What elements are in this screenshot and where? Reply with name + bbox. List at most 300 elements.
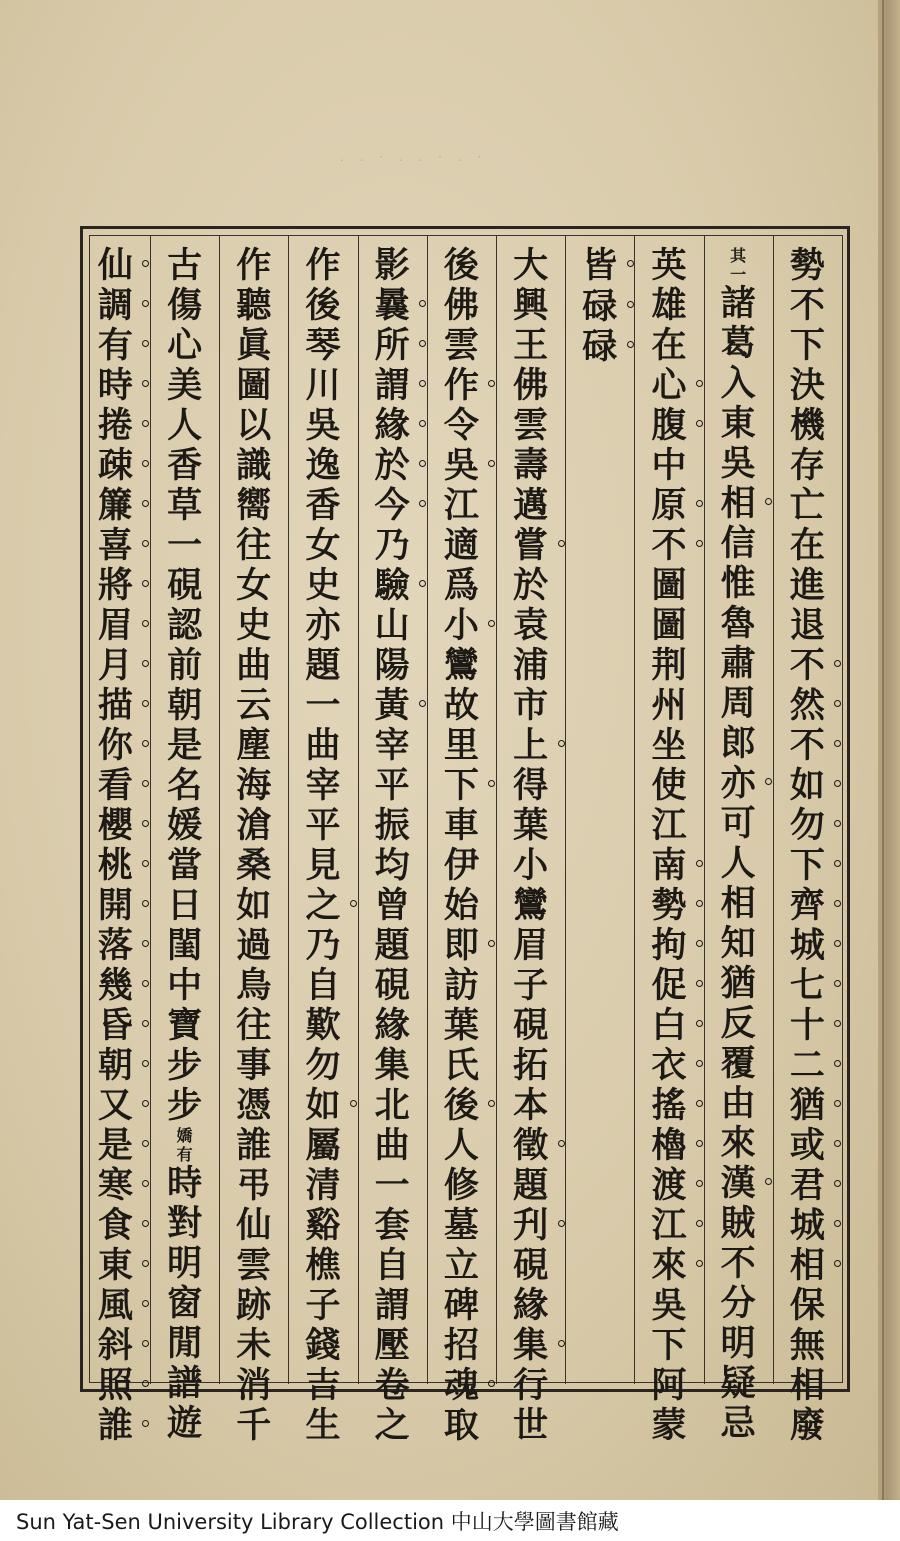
glyph: 傷: [167, 285, 203, 326]
column-rule: [773, 236, 774, 1384]
glyph: 圖: [236, 365, 272, 406]
glyph: 來: [647, 1246, 691, 1286]
glyph: 始: [443, 885, 479, 926]
punctuation-circle: [696, 1060, 703, 1067]
glyph: 行: [513, 1365, 549, 1406]
column-rule: [219, 236, 220, 1384]
glyph: 史: [236, 605, 272, 646]
glyph: 識: [236, 445, 272, 486]
glyph: 不: [789, 285, 825, 326]
glyph: 中: [167, 965, 203, 1006]
glyph: 勿: [305, 1045, 341, 1086]
punctuation-circle: [419, 340, 426, 347]
column-rule: [427, 236, 428, 1384]
glyph: 題: [305, 645, 341, 686]
glyph: 眉: [513, 925, 549, 966]
glyph: 當: [167, 845, 203, 886]
glyph: 城: [785, 1206, 829, 1246]
glyph: 驗: [370, 566, 414, 606]
punctuation-circle: [696, 420, 703, 427]
punctuation-circle: [696, 940, 703, 947]
glyph: 時: [167, 1163, 203, 1204]
glyph: 一: [730, 265, 747, 284]
glyph: 進: [789, 565, 825, 606]
glyph: 皆: [578, 246, 622, 287]
punctuation-circle: [142, 1340, 149, 1347]
glyph: 衣: [647, 1046, 691, 1086]
glyph: 伊: [443, 845, 479, 886]
glyph: 云: [236, 685, 272, 726]
glyph: 氏: [443, 1045, 479, 1086]
glyph: 雲: [443, 325, 479, 366]
glyph: 香: [167, 445, 203, 486]
glyph: 女: [236, 565, 272, 606]
glyph: 草: [167, 485, 203, 526]
glyph: 食: [93, 1206, 137, 1246]
glyph: 硯: [167, 565, 203, 606]
punctuation-circle: [142, 260, 149, 267]
glyph: 得: [513, 765, 549, 806]
glyph: 忌: [720, 1403, 756, 1444]
glyph: 之: [301, 886, 345, 926]
column-rule: [288, 236, 289, 1384]
text-column-10: [151, 245, 219, 1444]
glyph: 緣: [370, 406, 414, 446]
glyph: 壓: [374, 1325, 410, 1366]
glyph: 後: [439, 1086, 483, 1126]
punctuation-circle: [696, 380, 703, 387]
punctuation-circle: [142, 1100, 149, 1107]
glyph: 自: [374, 1245, 410, 1286]
text-frame-inner: [89, 235, 843, 1446]
glyph: 套: [374, 1205, 410, 1246]
glyph: 事: [236, 1045, 272, 1086]
glyph: 步: [167, 1085, 203, 1126]
glyph: 眞: [236, 325, 272, 366]
glyph: 曾: [374, 885, 410, 926]
glyph: 跡: [236, 1285, 272, 1326]
punctuation-circle: [142, 1380, 149, 1387]
glyph: 一: [167, 525, 203, 566]
glyph: 吉: [305, 1365, 341, 1406]
glyph: 川: [305, 365, 341, 406]
glyph: 邁: [513, 485, 549, 526]
punctuation-circle: [834, 1180, 841, 1187]
glyph: 反: [720, 1003, 756, 1044]
glyph: 自: [305, 965, 341, 1006]
glyph: 以: [236, 405, 272, 446]
glyph: 美: [167, 365, 203, 406]
punctuation-circle: [696, 980, 703, 987]
punctuation-circle: [488, 620, 495, 627]
glyph: 照: [93, 1366, 137, 1406]
punctuation-circle: [142, 540, 149, 547]
glyph: 有: [93, 326, 137, 366]
punctuation-circle: [488, 380, 495, 387]
glyph: 十: [785, 1006, 829, 1046]
glyph: 櫓: [647, 1126, 691, 1166]
glyph: 世: [513, 1405, 549, 1446]
footer-credit: Sun Yat-Sen University Library Collection 中山大學圖書館藏: [16, 1510, 619, 1534]
glyph: 風: [93, 1286, 137, 1326]
glyph: 谿: [305, 1205, 341, 1246]
punctuation-circle: [488, 780, 495, 787]
punctuation-circle: [419, 300, 426, 307]
glyph: 誰: [236, 1125, 272, 1166]
column-rule: [565, 236, 566, 1384]
glyph: 入: [720, 363, 756, 404]
glyph: 逸: [305, 445, 341, 486]
column-rule: [358, 236, 359, 1384]
punctuation-circle: [834, 1260, 841, 1267]
punctuation-circle: [142, 1300, 149, 1307]
text-column-11: [81, 245, 149, 1446]
glyph: 賊: [720, 1203, 756, 1244]
punctuation-circle: [834, 780, 841, 787]
punctuation-circle: [558, 1340, 565, 1347]
glyph: 喜: [93, 526, 137, 566]
glyph: 生: [305, 1405, 341, 1446]
glyph: 振: [374, 805, 410, 846]
glyph: 東: [93, 1246, 137, 1286]
glyph: 曲: [236, 645, 272, 686]
glyph: 州: [651, 685, 687, 726]
glyph: 滄: [236, 805, 272, 846]
glyph: 碌: [578, 287, 622, 328]
glyph: 其: [730, 246, 747, 265]
glyph: 促: [647, 966, 691, 1006]
punctuation-circle: [627, 301, 634, 308]
glyph: 憑: [236, 1085, 272, 1126]
glyph: 墓: [443, 1205, 479, 1246]
glyph: 屬: [305, 1125, 341, 1166]
glyph: 硯: [374, 965, 410, 1006]
punctuation-circle: [834, 940, 841, 947]
punctuation-circle: [696, 1100, 703, 1107]
glyph: 媛: [167, 805, 203, 846]
glyph: 葉: [513, 805, 549, 846]
punctuation-circle: [765, 1178, 772, 1185]
punctuation-circle: [834, 980, 841, 987]
glyph: 英: [651, 245, 687, 286]
punctuation-circle: [834, 660, 841, 667]
glyph: 宰: [305, 765, 341, 806]
glyph: 二: [785, 1046, 829, 1086]
glyph: 惟: [720, 563, 756, 604]
text-column-4: [566, 246, 634, 1376]
glyph: 中: [651, 445, 687, 486]
glyph: 碑: [443, 1285, 479, 1326]
text-column-7: [358, 245, 426, 1446]
column-rule: [634, 236, 635, 1384]
glyph: 腹: [647, 406, 691, 446]
glyph: 小: [439, 606, 483, 646]
punctuation-circle: [765, 498, 772, 505]
glyph: 招: [443, 1325, 479, 1366]
glyph: 日: [167, 885, 203, 926]
glyph: 佛: [443, 285, 479, 326]
text-frame: [80, 226, 850, 1446]
punctuation-circle: [488, 940, 495, 947]
punctuation-circle: [696, 1180, 703, 1187]
glyph: 人: [167, 405, 203, 446]
glyph: 亦: [716, 764, 760, 804]
punctuation-circle: [350, 900, 357, 907]
glyph: 廢: [789, 1405, 825, 1446]
punctuation-circle: [142, 940, 149, 947]
glyph: 遊: [167, 1403, 203, 1444]
glyph: 昏: [93, 1006, 137, 1046]
bleed-through-marks: . . · . . · . ·: [340, 150, 488, 164]
glyph: 錢: [305, 1325, 341, 1366]
punctuation-circle: [142, 1260, 149, 1267]
glyph: 寒: [93, 1166, 137, 1206]
punctuation-circle: [142, 780, 149, 787]
glyph: 硯: [513, 1005, 549, 1046]
glyph: 於: [513, 565, 549, 606]
glyph: 題: [513, 1165, 549, 1206]
glyph: 歎: [305, 1005, 341, 1046]
glyph: 之: [374, 1405, 410, 1446]
text-column-5: [497, 245, 565, 1446]
glyph: 見: [305, 845, 341, 886]
punctuation-circle: [419, 460, 426, 467]
glyph: 乃: [374, 525, 410, 566]
punctuation-circle: [488, 1100, 495, 1107]
glyph: 調: [93, 286, 137, 326]
glyph: 有: [176, 1145, 193, 1164]
punctuation-circle: [142, 500, 149, 507]
glyph: 原: [647, 486, 691, 526]
glyph: 明: [167, 1243, 203, 1284]
glyph: 吳: [305, 405, 341, 446]
glyph: 勢: [647, 886, 691, 926]
punctuation-circle: [142, 1180, 149, 1187]
glyph: 寶: [167, 1005, 203, 1046]
glyph: 一: [305, 685, 341, 726]
glyph: 可: [720, 803, 756, 844]
punctuation-circle: [142, 1020, 149, 1027]
glyph: 相: [716, 484, 760, 524]
punctuation-circle: [142, 420, 149, 427]
glyph: 作: [305, 245, 341, 286]
glyph: 南: [647, 846, 691, 886]
glyph: 下: [439, 766, 483, 806]
glyph: 眉: [93, 606, 137, 646]
glyph: 開: [93, 886, 137, 926]
glyph: 心: [167, 325, 203, 366]
glyph: 謂: [370, 366, 414, 406]
glyph: 如: [785, 766, 829, 806]
glyph: 蒙: [651, 1405, 687, 1446]
glyph: 朝: [167, 685, 203, 726]
glyph: 搖: [647, 1086, 691, 1126]
punctuation-circle: [488, 1380, 495, 1387]
glyph: 捲: [93, 406, 137, 446]
glyph: 徵: [509, 1126, 553, 1166]
punctuation-circle: [142, 1220, 149, 1227]
glyph: 影: [374, 245, 410, 286]
glyph: 是: [167, 725, 203, 766]
glyph: 桑: [236, 845, 272, 886]
glyph: 大: [513, 245, 549, 286]
glyph: 存: [789, 445, 825, 486]
glyph: 女: [305, 525, 341, 566]
glyph: 亡: [789, 485, 825, 526]
column-rule: [496, 236, 497, 1384]
glyph: 集: [374, 1045, 410, 1086]
glyph: 後: [305, 285, 341, 326]
glyph: 拓: [513, 1045, 549, 1086]
glyph: 魂: [439, 1366, 483, 1406]
glyph: 不: [720, 1243, 756, 1284]
glyph: 車: [443, 805, 479, 846]
glyph: 保: [789, 1285, 825, 1326]
glyph: 緣: [513, 1285, 549, 1326]
glyph: 疎: [93, 446, 137, 486]
punctuation-circle: [834, 740, 841, 747]
punctuation-circle: [627, 341, 634, 348]
glyph: 看: [93, 766, 137, 806]
punctuation-circle: [696, 860, 703, 867]
punctuation-circle: [627, 260, 634, 267]
glyph: 今: [370, 486, 414, 526]
punctuation-circle: [142, 860, 149, 867]
punctuation-circle: [142, 700, 149, 707]
glyph: 江: [443, 485, 479, 526]
glyph: 步: [167, 1045, 203, 1086]
punctuation-circle: [142, 580, 149, 587]
glyph: 袁: [513, 605, 549, 646]
glyph: 名: [167, 765, 203, 806]
glyph: 坐: [651, 725, 687, 766]
glyph: 覆: [720, 1043, 756, 1084]
punctuation-circle: [834, 1220, 841, 1227]
glyph: 壽: [513, 445, 549, 486]
glyph: 海: [236, 765, 272, 806]
glyph: 消: [236, 1365, 272, 1406]
glyph: 拘: [647, 926, 691, 966]
glyph: 江: [651, 805, 687, 846]
glyph: 疑: [720, 1363, 756, 1404]
punctuation-circle: [696, 540, 703, 547]
punctuation-circle: [696, 900, 703, 907]
glyph: 信: [720, 523, 756, 564]
punctuation-circle: [834, 1060, 841, 1067]
glyph: 君: [785, 1166, 829, 1206]
glyph: 渡: [647, 1166, 691, 1206]
glyph: 鸞: [513, 885, 549, 926]
glyph: 勢: [789, 245, 825, 286]
glyph: 櫻: [93, 806, 137, 846]
glyph: 古: [167, 245, 203, 286]
glyph: 爲: [443, 565, 479, 606]
glyph: 琴: [305, 325, 341, 366]
glyph: 是: [93, 1126, 137, 1166]
glyph: 清: [305, 1165, 341, 1206]
text-column-9: [220, 245, 288, 1446]
punctuation-circle: [696, 500, 703, 507]
glyph: 弔: [236, 1165, 272, 1206]
glyph: 不: [647, 526, 691, 566]
glyph: 修: [443, 1165, 479, 1206]
glyph: 城: [785, 926, 829, 966]
glyph: 猶: [720, 963, 756, 1004]
glyph: 郎: [720, 723, 756, 764]
punctuation-circle: [834, 900, 841, 907]
glyph: 人: [720, 843, 756, 884]
glyph: 曲: [305, 725, 341, 766]
glyph: 乃: [305, 925, 341, 966]
glyph: 相: [785, 1246, 829, 1286]
punctuation-circle: [696, 1020, 703, 1027]
glyph: 下: [651, 1325, 687, 1366]
punctuation-circle: [142, 900, 149, 907]
glyph: 過: [236, 925, 272, 966]
glyph: 硯: [513, 1245, 549, 1286]
glyph: 曩: [370, 286, 414, 326]
glyph: 興: [513, 285, 549, 326]
glyph: 聽: [236, 285, 272, 326]
punctuation-circle: [696, 1220, 703, 1227]
glyph: 嘗: [509, 526, 553, 566]
glyph: 肅: [720, 643, 756, 684]
text-column-3: [635, 245, 703, 1446]
glyph: 曲: [374, 1125, 410, 1166]
glyph: 東: [720, 403, 756, 444]
glyph: 亦: [305, 605, 341, 646]
glyph: 然: [785, 686, 829, 726]
glyph: 齊: [785, 886, 829, 926]
glyph: 決: [789, 365, 825, 406]
glyph: 適: [443, 525, 479, 566]
glyph: 小: [513, 845, 549, 886]
glyph: 江: [647, 1206, 691, 1246]
glyph: 分: [720, 1283, 756, 1324]
glyph: 所: [370, 326, 414, 366]
punctuation-circle: [558, 740, 565, 747]
glyph: 刋: [509, 1206, 553, 1246]
glyph: 嬌: [176, 1126, 193, 1145]
column-rule: [704, 236, 705, 1384]
glyph: 黃: [370, 686, 414, 726]
glyph: 勿: [785, 806, 829, 846]
glyph: 荆: [651, 645, 687, 686]
glyph: 諸: [720, 283, 756, 324]
glyph: 將: [93, 566, 137, 606]
glyph: 心: [647, 366, 691, 406]
glyph: 葛: [720, 323, 756, 364]
glyph: 立: [443, 1245, 479, 1286]
glyph: 相: [789, 1365, 825, 1406]
punctuation-circle: [834, 860, 841, 867]
glyph: 山: [374, 605, 410, 646]
glyph: 鳥: [236, 965, 272, 1006]
text-column-6: [427, 245, 495, 1446]
glyph: 於: [370, 446, 414, 486]
punctuation-circle: [142, 380, 149, 387]
glyph: 機: [789, 405, 825, 446]
glyph: 認: [167, 605, 203, 646]
punctuation-circle: [696, 1260, 703, 1267]
glyph: 即: [439, 926, 483, 966]
punctuation-circle: [558, 1140, 565, 1147]
punctuation-circle: [142, 820, 149, 827]
collection-footer: [0, 1500, 900, 1541]
glyph: 子: [305, 1285, 341, 1326]
glyph: 里: [443, 725, 479, 766]
punctuation-circle: [142, 340, 149, 347]
